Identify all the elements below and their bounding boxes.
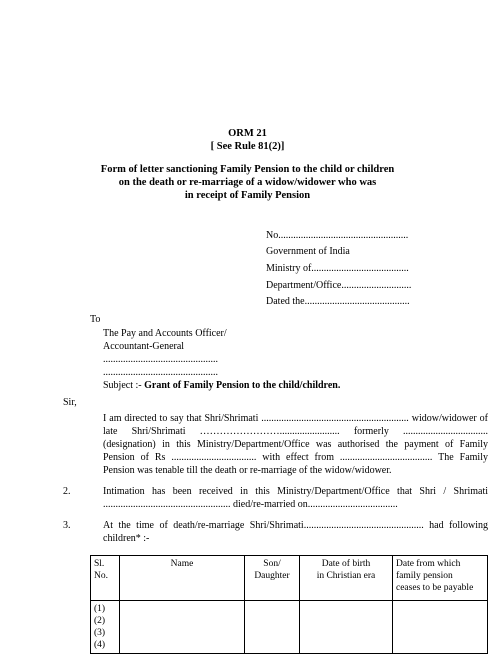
letter-number: No.................................................... xyxy=(266,230,409,241)
serial-cell xyxy=(91,601,120,654)
para1-line-2: late Shri/Shrimati ……………………........................ formerly .................................. xyxy=(103,426,488,437)
serial-4: (4) xyxy=(94,640,106,650)
rule-reference: [ See Rule 81(2)] xyxy=(210,141,285,152)
table-row xyxy=(91,601,488,654)
serial-1: (1) xyxy=(94,604,106,614)
para1-last-line: Pension was tenable till the death or re-marriage of the widow/widower. xyxy=(103,465,392,476)
salutation: Sir, xyxy=(63,397,77,408)
header-dob-line-1: Date of birth xyxy=(321,559,371,569)
para3-number: 3. xyxy=(63,520,71,531)
addressee-line-1: The Pay and Accounts Officer/ xyxy=(103,328,227,339)
subject-prefix: Subject :- xyxy=(103,380,145,391)
dated-line: Dated the.......................................... xyxy=(266,296,410,307)
ceases-cell xyxy=(393,601,488,654)
form-title-line-3: in receipt of Family Pension xyxy=(184,190,311,201)
header-date-ceases xyxy=(393,556,488,601)
header-ceases-line-1: Date from which xyxy=(396,559,461,569)
para3-line-2: children* :- xyxy=(103,533,150,544)
header-sl-no xyxy=(91,556,120,601)
serial-3: (3) xyxy=(94,628,106,638)
subject-text: Grant of Family Pension to the child/children. xyxy=(144,380,341,391)
to-label: To xyxy=(90,314,101,325)
header-son-line: Son/ xyxy=(263,559,281,569)
name-cell xyxy=(120,601,245,654)
header-name xyxy=(120,556,245,601)
government-line: Government of India xyxy=(266,246,350,257)
son-daughter-cell xyxy=(245,601,300,654)
para1-line-1: I am directed to say that Shri/Shrimati ........................................................... widow/widower of xyxy=(103,413,488,424)
department-line: Department/Office............................ xyxy=(266,280,412,291)
addressee-line-2: Accountant-General xyxy=(103,341,185,352)
header-ceases-line-3: ceases to be payable xyxy=(396,583,474,593)
subject-line xyxy=(103,380,340,393)
form-number: ORM 21 xyxy=(228,128,267,139)
header-ceases-line-2: family pension xyxy=(396,571,453,581)
header-sl-line: Sl. xyxy=(94,559,105,569)
table-header-row xyxy=(91,556,488,601)
dob-cell xyxy=(300,601,393,654)
form-title-line-2: on the death or re-marriage of a widow/widower who was xyxy=(118,177,377,188)
children-table xyxy=(90,555,488,654)
ministry-line: Ministry of....................................... xyxy=(266,263,409,274)
para2-number: 2. xyxy=(63,486,71,497)
serial-2: (2) xyxy=(94,616,106,626)
para3-line-1: At the time of death/re-marriage Shri/Shrimati................................................ had following xyxy=(103,520,488,531)
header-son-daughter xyxy=(245,556,300,601)
para1-line-3: (designation) in this Ministry/Department/Office was authorised the payment of Family xyxy=(103,439,488,450)
header-daughter-line: Daughter xyxy=(254,571,290,581)
para2-line-2: ................................................... died/re-married on.................................... xyxy=(103,499,398,510)
para1-line-4: Pension of Rs .................................. with effect from ..................................... The Family xyxy=(103,452,488,463)
header-no-line: No. xyxy=(94,571,108,581)
addressee-blank-1: .............................................. xyxy=(103,354,218,365)
header-dob-line-2: in Christian era xyxy=(316,571,376,581)
addressee-blank-2: .............................................. xyxy=(103,367,218,378)
para2-line-1: Intimation has been received in this Ministry/Department/Office that Shri / Shrimati xyxy=(103,486,488,497)
form-title-line-1: Form of letter sanctioning Family Pension to the child or children xyxy=(100,164,395,175)
header-name-line: Name xyxy=(170,559,194,569)
header-date-of-birth xyxy=(300,556,393,601)
